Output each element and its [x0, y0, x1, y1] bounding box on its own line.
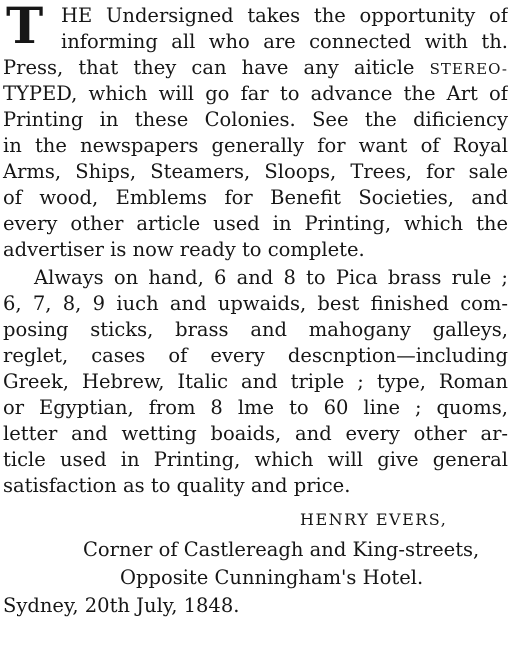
ad-line: every other article used in Printing, which the	[3, 212, 508, 235]
ad-line: Always on hand, 6 and 8 to Pica brass rule ;	[34, 266, 508, 289]
address-line: Opposite Cunningham's Hotel.	[120, 566, 424, 589]
ad-line: of wood, Emblems for Benefit Societies, and	[3, 186, 508, 209]
ad-line: or Egyptian, from 8 lme to 60 line ; quoms,	[3, 396, 508, 419]
drop-cap: T	[6, 0, 44, 55]
ad-line: Press, that they can have any aiticle STEREO-	[3, 56, 508, 79]
ad-line: letter and wetting boaids, and every other ar-	[3, 422, 508, 445]
ad-line: TYPED, which will go far to advance the Art of	[3, 82, 508, 105]
ad-line: HE Undersigned takes the opportunity of	[61, 4, 508, 27]
ad-line: informing all who are connected with th.	[61, 30, 508, 53]
ad-line: Arms, Ships, Steamers, Sloops, Trees, for sale	[3, 160, 508, 183]
small-caps-word: STEREO-	[429, 60, 508, 78]
dateline: Sydney, 20th July, 1848.	[3, 594, 240, 617]
ad-line: advertiser is now ready to complete.	[3, 238, 365, 261]
ad-line: posing sticks, brass and mahogany galleys,	[3, 318, 508, 341]
ad-line: ticle used in Printing, which will give general	[3, 448, 508, 471]
ad-line: Printing in these Colonies. See the dificiency	[3, 108, 508, 131]
ad-line: reglet, cases of every descnption—including	[3, 344, 508, 367]
address-line: Corner of Castlereagh and King-streets,	[83, 538, 480, 561]
ad-line: Greek, Hebrew, Italic and triple ; type, Roman	[3, 370, 508, 393]
ad-line: in the newspapers generally for want of Royal	[3, 134, 508, 157]
ad-line: 6, 7, 8, 9 iuch and upwaids, best finished com-	[3, 292, 508, 315]
advertiser-name: HENRY EVERS,	[300, 510, 448, 529]
ad-line: satisfaction as to quality and price.	[3, 474, 351, 497]
